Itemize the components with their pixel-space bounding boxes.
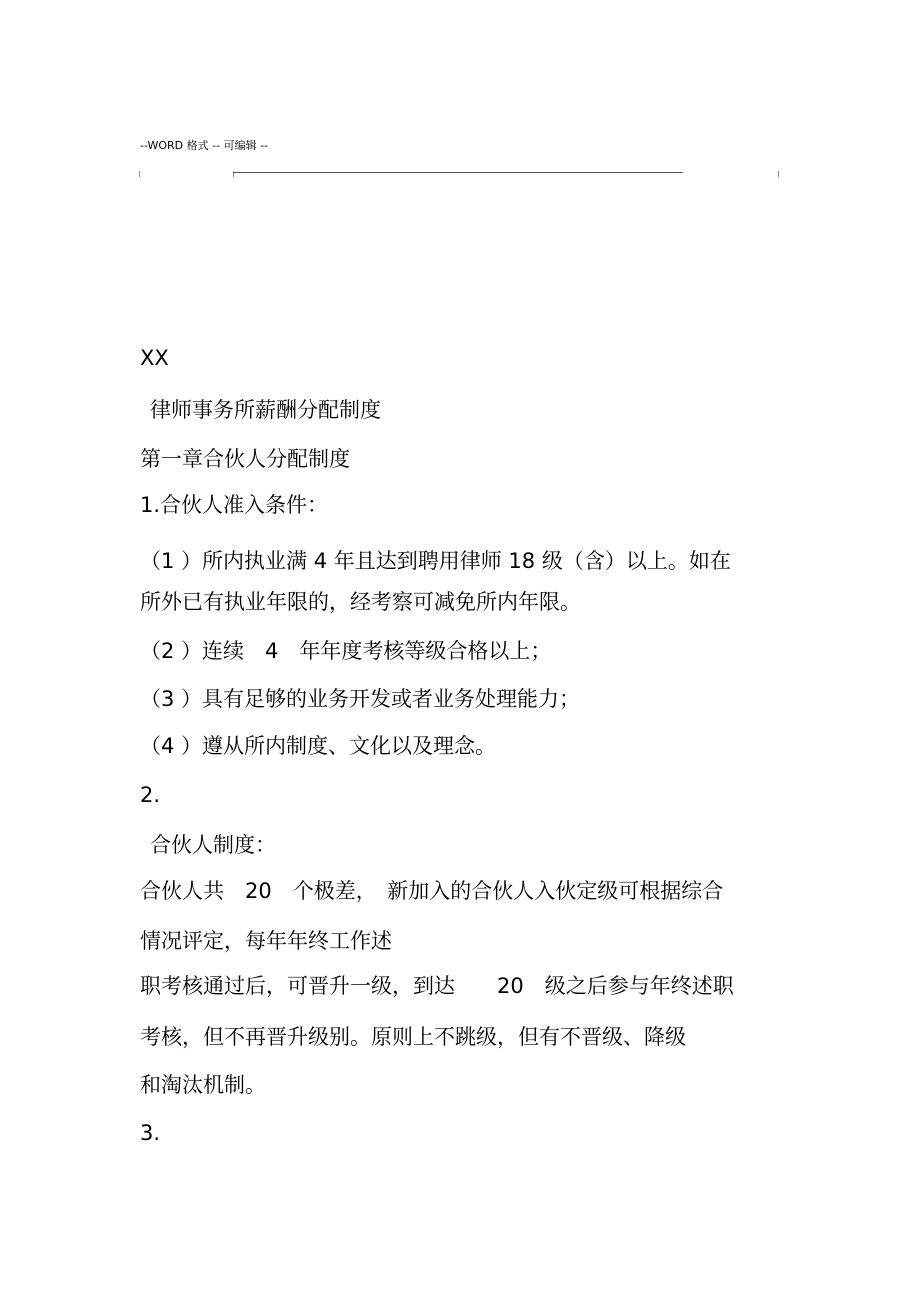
condition-1-line-1: （1 ）所内执业满 4 年且达到聘用律师 18 级（含）以上。如在 (140, 549, 731, 573)
paragraph-line-5: 和淘汰机制。 (140, 1073, 266, 1097)
paragraph-line-2: 情况评定，每年年终工作述 (140, 929, 392, 953)
header-label: --WORD 格式 -- 可编辑 -- (140, 139, 269, 152)
paragraph-line-1: 合伙人共 20 个极差， 新加入的合伙人入伙定级可根据综合 (140, 879, 724, 903)
condition-4: （4 ）遵从所内制度、文化以及理念。 (140, 734, 497, 758)
section-2-number: 2. (140, 783, 161, 807)
org-name: XX (140, 346, 169, 370)
condition-3: （3 ）具有足够的业务开发或者业务处理能力； (140, 687, 581, 711)
document-title: 律师事务所薪酬分配制度 (150, 398, 381, 422)
header-tick-right (778, 171, 779, 177)
paragraph-line-3: 职考核通过后，可晋升一级，到达 20 级之后参与年终述职 (140, 974, 734, 998)
header-rule (233, 172, 683, 173)
paragraph-line-4: 考核，但不再晋升级别。原则上不跳级，但有不晋级、降级 (140, 1025, 686, 1049)
condition-1-line-2: 所外已有执业年限的，经考察可减免所内年限。 (140, 590, 581, 614)
condition-2: （2 ）连续 4 年年度考核等级合格以上； (140, 639, 552, 663)
section-2-heading: 合伙人制度： (150, 833, 276, 857)
chapter-heading: 第一章合伙人分配制度 (140, 447, 350, 471)
section-1-heading: 1.合伙人准入条件： (140, 493, 329, 517)
section-3-number: 3. (140, 1121, 161, 1145)
header-tick-left (139, 171, 140, 177)
